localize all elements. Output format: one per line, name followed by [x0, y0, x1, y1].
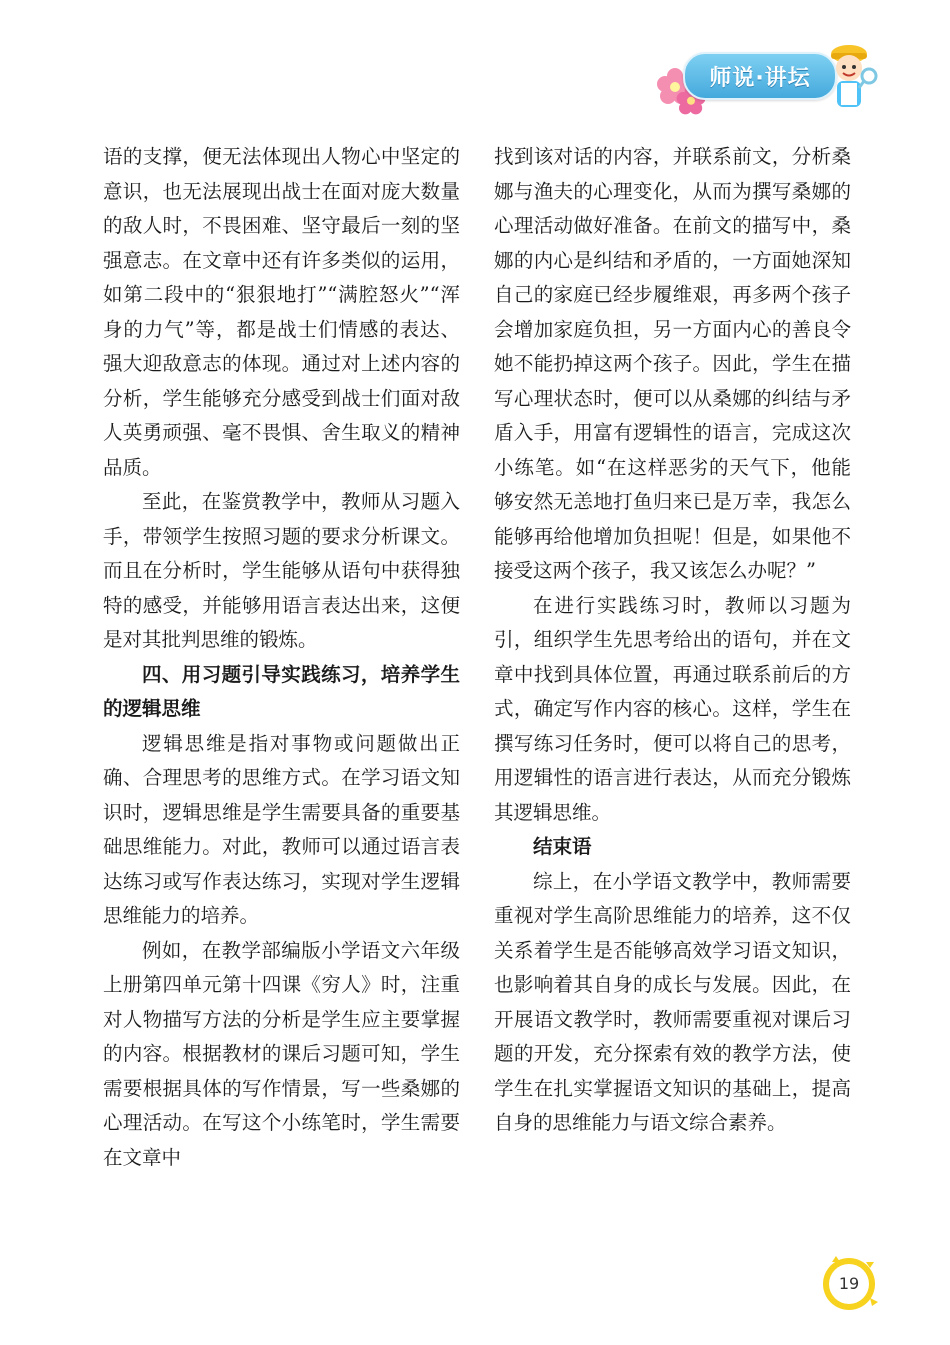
section-heading: 结束语 [533, 835, 592, 858]
section-title: 师说·讲坛 [709, 65, 811, 91]
paragraph: 综上，在小学语文教学中，教师需要重视对学生高阶思维能力的培养，这不仅关系着学生是否能够高效学习语文知识，也影响着其自身的成长与发展。因此，在开展语文教学时，教师需要重视对课后习题的开发，充分探索有效的教学方法，使学生在扎实掌握语文知识的基础上，提高自身的思维能力与语文综合素养。 [494, 869, 851, 1134]
paragraph: 例如，在教学部编版小学语文六年级上册第四单元第十四课《穷人》时，注重对人物描写方法的分析是学生应主要掌握的内容。根据教材的课后习题可知，学生需要根据具体的写作情景，写一些桑娜的心理活动。在写这个小练笔时，学生需要在文章中 [103, 938, 460, 1169]
paragraph: 逻辑思维是指对事物或问题做出正确、合理思考的思维方式。在学习语文知识时，逻辑思维是学生需要具备的重要基础思维能力。对此，教师可以通过语言表达练习或写作表达练习，实现对学生逻辑思维能力的培养。 [103, 731, 460, 927]
right-column [494, 140, 851, 1141]
paragraph: 至此，在鉴赏教学中，教师从习题入手，带领学生按照习题的要求分析课文。而且在分析时，学生能够从语句中获得独特的感受，并能够用语言表达出来，这便是对其批判思维的锻炼。 [103, 490, 460, 651]
section-heading: 四、用习题引导实践练习，培养学生的逻辑思维 [103, 662, 460, 720]
paragraph: 找到该对话的内容，并联系前文，分析桑娜与渔夫的心理变化，从而为撰写桑娜的心理活动做好准备。在前文的描写中，桑娜的内心是纠结和矛盾的，一方面她深知自己的家庭已经步履维艰，再多两个孩子会增加家庭负担，另一方面内心的善良令她不能扔掉这两个孩子。因此，学生在描写心理状态时，便可以从桑娜的纠结与矛盾入手，用富有逻辑性的语言，完成这次小练笔。如“在这样恶劣的天气下，他能够安然无恙地打鱼归来已是万幸，我怎么能够再给他增加负担呢！但是，如果他不接受这两个孩子，我又该怎么办呢？” [494, 145, 851, 582]
section-title-pill [683, 52, 837, 100]
teacher-mascot-icon [823, 40, 878, 118]
paragraph: 在进行实践练习时，教师以习题为引，组织学生先思考给出的语句，并在文章中找到具体位置，再通过联系前后的方式，确定写作内容的核心。这样，学生在撰写练习任务时，便可以将自己的思考，用逻辑性的语言进行表达，从而充分锻炼其逻辑思维。 [494, 593, 851, 824]
page-number: 19 [838, 1273, 860, 1293]
paragraph: 语的支撑，便无法体现出人物心中坚定的意识，也无法展现出战士在面对庞大数量的敌人时，不畏困难、坚守最后一刻的坚强意志。在文章中还有许多类似的运用，如第二段中的“狠狠地打”“满腔怒火”“浑身的力气”等，都是战士们情感的表达、强大迎敌意志的体现。通过对上述内容的分析，学生能够充分感受到战士们面对敌人英勇顽强、毫不畏惧、舍生取义的精神品质。 [103, 145, 460, 479]
page-number-badge [818, 1252, 880, 1314]
left-column [103, 140, 460, 1175]
section-header-badge [655, 40, 880, 120]
